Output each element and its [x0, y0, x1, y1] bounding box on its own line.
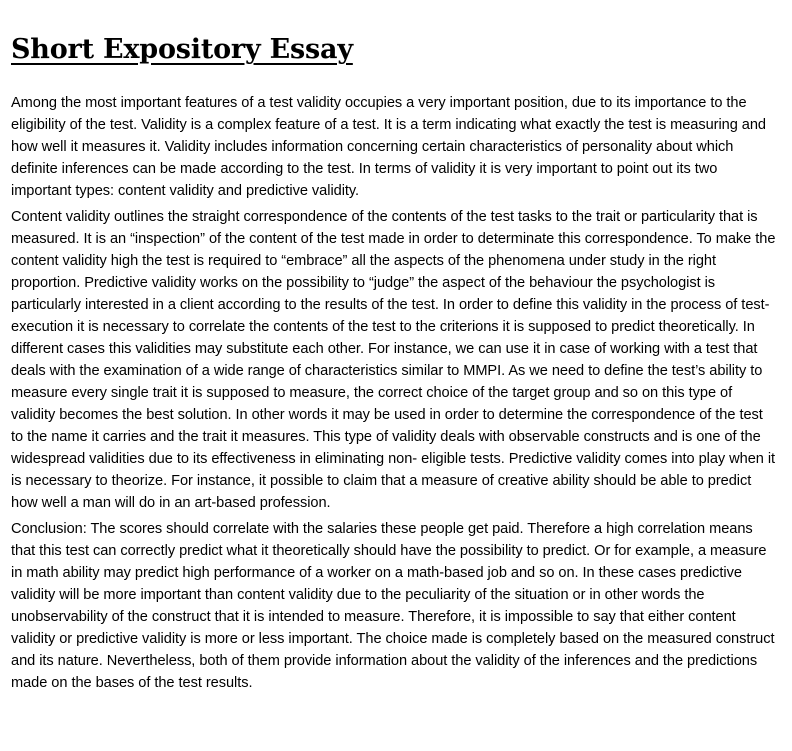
paragraph-conclusion: Conclusion: The scores should correlate with the salaries these people get paid. Therefore a high correlation means that this test can correctly predict what it theoretically should have the possibility to predict. Or for example, a measure in math ability may predict high performance of a worker on a math-based job and so on. In these cases predictive validity will be more important than content validity due to the peculiarity of the situation or in other words the unobservability of the construct that it is intended to measure. Therefore, it is impossible to say that either content validity or predictive validity is more or less important. The choice made is completely based on the measured construct and its nature. Nevertheless, both of them provide information about the validity of the inferences and the predictions made on the bases of the test results.: [11, 521, 775, 691]
document-page: [11, 30, 777, 698]
paragraph-introduction: Among the most important features of a test validity occupies a very important position, due to its importance to the eligibility of the test. Validity is a complex feature of a test. It is a term indicating what exactly the test is measuring and how well it measures it. Validity includes information concerning certain characteristics of personality about which definite inferences can be made according to the test. In terms of validity it is very important to point out its two important types: content validity and predictive validity.: [11, 95, 766, 199]
document-title: Short Expository Essay: [11, 34, 353, 65]
paragraph-body: Content validity outlines the straight correspondence of the contents of the test tasks to the trait or particularity that is measured. It is an “inspection” of the content of the test made in order to determinate this correspondence. To make the content validity high the test is required to “embrace” all the aspects of the phenomena under study in the right proportion. Predictive validity works on the possibility to “judge” the aspect of the behaviour the psychologist is particularly interested in a client according to the results of the test. In order to define this validity in the process of test-execution it is necessary to correlate the contents of the test to the criterions it is supposed to predict theoretically. In different cases this validities may substitute each other. For instance, we can use it in case of working with a test that deals with the examination of a wide range of characteristics similar to MMPI. As we need to define the test’s ability to measure every single trait it is supposed to measure, the correct choice of the target group and so on this type of validity becomes the best solution. In other words it may be used in order to determine the correspondence of the test to the name it carries and the trait it measures. This type of validity deals with observable constructs and is one of the widespread validities due to its effectiveness in eliminating non- eligible tests. Predictive validity comes into play when it is necessary to theorize. For instance, it possible to claim that a measure of creative ability should be able to predict how well a man will do in an art-based profession.: [11, 209, 776, 511]
